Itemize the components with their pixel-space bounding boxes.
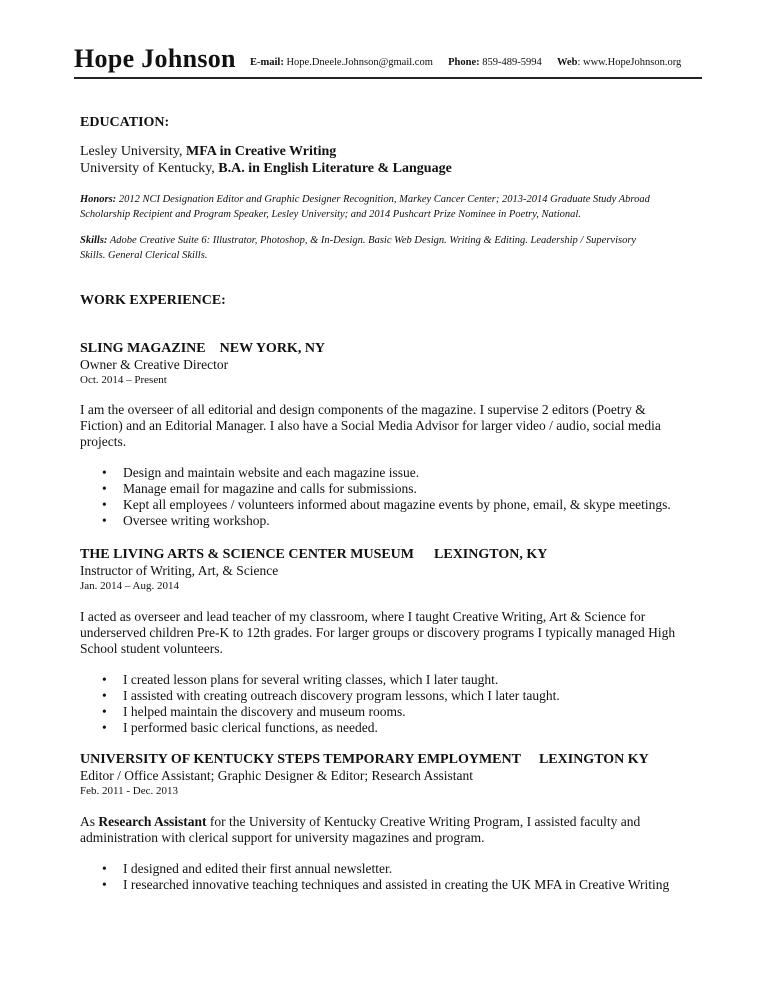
- job-org: THE LIVING ARTS & SCIENCE CENTER MUSEUM: [80, 547, 415, 562]
- bullet-icon: •: [102, 877, 107, 892]
- bullet-icon: •: [102, 465, 107, 480]
- work-section: [80, 292, 700, 309]
- bullet-text: Kept all employees / volunteers informed about magazine events by phone, email, & skype meetings.: [123, 497, 671, 512]
- education-degree-2: [80, 161, 700, 177]
- bullet-text: Oversee writing workshop.: [123, 513, 270, 528]
- job-title: Editor / Office Assistant; Graphic Designer & Editor; Research Assistant: [80, 768, 474, 783]
- list-item: [80, 688, 700, 704]
- job-location: LEXINGTON KY: [538, 752, 649, 767]
- job-living-arts-museum: [80, 546, 700, 594]
- desc-line: I am the overseer of all editorial and design components of the magazine. I supervise 2 editors (Poetry &: [80, 402, 646, 417]
- bullet-icon: •: [102, 481, 107, 496]
- list-item: [80, 861, 700, 877]
- desc-line: underserved children Pre-K to 12th grades. For larger groups or discovery programs I typically managed High: [80, 625, 676, 640]
- honors-label: Honors:: [80, 194, 117, 205]
- bullet-text: Design and maintain website and each magazine issue.: [123, 465, 420, 480]
- bullet-icon: •: [102, 704, 107, 719]
- job-dates: Oct. 2014 – Present: [80, 374, 167, 386]
- desc-role: Research Assistant: [98, 814, 207, 829]
- phone-label: Phone:: [448, 57, 480, 68]
- email-address[interactable]: Hope.Dneele.Johnson@gmail.com: [286, 57, 433, 68]
- header-divider: [74, 77, 702, 79]
- bullet-text: I helped maintain the discovery and museum rooms.: [123, 704, 406, 719]
- bullet-icon: •: [102, 861, 107, 876]
- bullet-text: I created lesson plans for several writing classes, which I later taught.: [123, 672, 499, 687]
- job-header: [80, 340, 700, 357]
- bullet-text: I researched innovative teaching techniques and assisted in creating the UK MFA in Creative Writing: [123, 877, 670, 892]
- job-dates: Feb. 2011 - Dec. 2013: [80, 785, 178, 797]
- desc-line: School student volunteers.: [80, 641, 223, 656]
- desc-line: administration with clerical support for university magazines and program.: [80, 830, 485, 845]
- skills-label: Skills:: [80, 235, 108, 246]
- job-bullets: [80, 861, 700, 893]
- list-item: [80, 704, 700, 720]
- job-description: [80, 609, 700, 657]
- job-location: NEW YORK, NY: [219, 341, 326, 356]
- desc-line: projects.: [80, 434, 127, 449]
- bullet-text: I assisted with creating outreach discovery program lessons, which I later taught.: [123, 688, 560, 703]
- school-1: Lesley University,: [80, 144, 187, 159]
- bullet-text: I designed and edited their first annual newsletter.: [123, 861, 393, 876]
- job-header: [80, 546, 700, 563]
- bullet-icon: •: [102, 672, 107, 687]
- degree-2: B.A. in English Literature & Language: [218, 161, 452, 176]
- job-title: Owner & Creative Director: [80, 357, 229, 372]
- contact-line: [250, 57, 681, 68]
- bullet-icon: •: [102, 688, 107, 703]
- job-header: [80, 751, 700, 768]
- list-item: [80, 481, 700, 497]
- list-item: [80, 465, 700, 481]
- bullet-text: I performed basic clerical functions, as needed.: [123, 720, 378, 735]
- honors-text-2: Scholarship Recipient and Program Speaker, Lesley University; and 2014 Pushcart Prize Nominee in Poetry, National.: [80, 209, 581, 220]
- list-item: [80, 497, 700, 513]
- job-org: UNIVERSITY OF KENTUCKY STEPS TEMPORARY EMPLOYMENT: [80, 752, 521, 767]
- bullet-text: Manage email for magazine and calls for submissions.: [123, 481, 417, 496]
- resume-header: [74, 44, 702, 80]
- email-label: E-mail:: [250, 57, 284, 68]
- honors-block: [80, 192, 700, 222]
- job-sling-magazine: [80, 340, 700, 388]
- list-item: [80, 720, 700, 736]
- skills-text-1: Adobe Creative Suite 6: Illustrator, Photoshop, & In-Design. Basic Web Design. Writing & Editing. Leadership / Supervisory: [107, 235, 637, 246]
- education-degree-1: [80, 144, 700, 160]
- desc-line: Fiction) and an Editorial Manager. I also have a Social Media Advisor for larger video / audio, social media: [80, 418, 661, 433]
- skills-text-2: Skills. General Clerical Skills.: [80, 250, 208, 261]
- applicant-name: Hope Johnson: [74, 44, 236, 73]
- web-label: Web: [557, 57, 578, 68]
- education-heading: EDUCATION:: [80, 115, 170, 130]
- desc-prefix: As: [80, 814, 99, 829]
- list-item: [80, 877, 700, 893]
- phone-number: 859-489-5994: [482, 57, 542, 68]
- job-uk-steps: [80, 751, 700, 799]
- work-heading: WORK EXPERIENCE:: [80, 293, 226, 308]
- bullet-icon: •: [102, 513, 107, 528]
- job-dates: Jan. 2014 – Aug. 2014: [80, 580, 179, 592]
- desc-line: for the University of Kentucky Creative Writing Program, I assisted faculty and: [206, 814, 641, 829]
- job-bullets: [80, 672, 700, 736]
- desc-line: I acted as overseer and lead teacher of my classroom, where I taught Creative Writing, Art & Science for: [80, 609, 646, 624]
- web-address[interactable]: : www.HopeJohnson.org: [577, 57, 682, 68]
- job-title: Instructor of Writing, Art, & Science: [80, 563, 279, 578]
- list-item: [80, 672, 700, 688]
- bullet-icon: •: [102, 497, 107, 512]
- bullet-icon: •: [102, 720, 107, 735]
- degree-1: MFA in Creative Writing: [186, 144, 337, 159]
- job-bullets: [80, 465, 700, 529]
- job-org: SLING MAGAZINE: [80, 341, 206, 356]
- list-item: [80, 513, 700, 529]
- school-2: University of Kentucky,: [80, 161, 219, 176]
- job-location: LEXINGTON, KY: [434, 547, 548, 562]
- education-section: [80, 114, 700, 131]
- job-description: [80, 402, 700, 450]
- honors-text-1: 2012 NCI Designation Editor and Graphic Designer Recognition, Markey Cancer Center; 2013-2014 Graduate Study Abroad: [116, 194, 650, 205]
- job-description: [80, 814, 700, 846]
- skills-block: [80, 233, 700, 263]
